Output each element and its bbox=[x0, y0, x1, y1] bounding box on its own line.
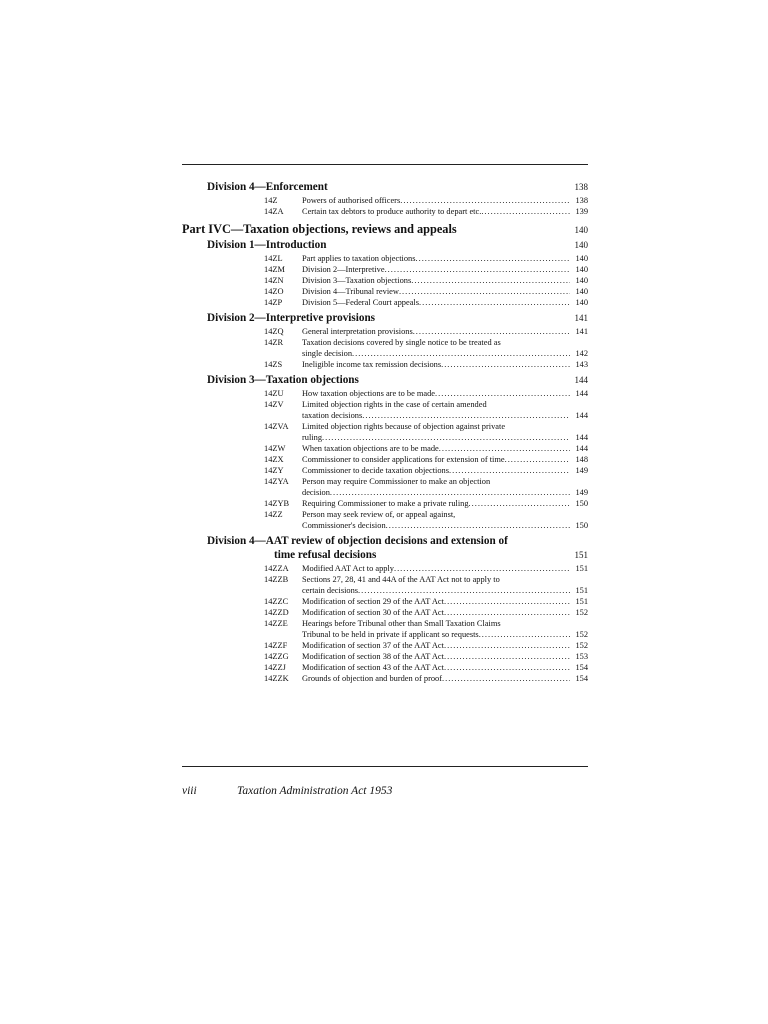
division-title-continued: time refusal decisions bbox=[274, 549, 377, 561]
toc-entry[interactable] bbox=[182, 618, 588, 640]
dot-leader bbox=[469, 498, 570, 509]
page-number: 138 bbox=[574, 182, 588, 192]
toc-entry[interactable] bbox=[182, 607, 588, 618]
division-title: Division 4—AAT review of objection decisions and extension of bbox=[207, 535, 508, 547]
toc-entry[interactable] bbox=[182, 596, 588, 607]
toc-entry[interactable] bbox=[182, 421, 588, 443]
section-number: 14ZZK bbox=[264, 674, 289, 683]
section-number: 14ZZA bbox=[264, 564, 289, 573]
section-number: 14ZM bbox=[264, 265, 285, 274]
page-number: 140 bbox=[574, 225, 588, 235]
section-title-line: Person may require Commissioner to make an objection bbox=[302, 477, 491, 486]
toc-entry[interactable] bbox=[182, 509, 588, 531]
section-title-line: certain decisions bbox=[302, 586, 359, 595]
section-number: 14ZZF bbox=[264, 641, 288, 650]
section-title-line: Division 5—Federal Court appeals bbox=[302, 298, 419, 307]
page-number: 140 bbox=[575, 276, 588, 285]
section-number: 14ZR bbox=[264, 338, 284, 347]
division-heading bbox=[207, 311, 588, 325]
dot-leader bbox=[419, 297, 570, 308]
page-number: 140 bbox=[575, 265, 588, 274]
dot-leader bbox=[394, 563, 570, 574]
page-number: 144 bbox=[575, 444, 588, 453]
section-number: 14ZS bbox=[264, 360, 283, 369]
dot-leader bbox=[449, 465, 570, 476]
toc-entry[interactable] bbox=[182, 264, 588, 275]
dot-leader bbox=[505, 454, 570, 465]
section-number: 14ZZG bbox=[264, 652, 289, 661]
dot-leader bbox=[322, 432, 570, 443]
toc-entry[interactable] bbox=[182, 275, 588, 286]
section-title-line: single decision bbox=[302, 349, 353, 358]
section-title-line: Commissioner to consider applications for extension of time bbox=[302, 455, 505, 464]
section-title-line: Limited objection rights because of objection against private bbox=[302, 422, 506, 431]
page-number: 150 bbox=[575, 499, 588, 508]
dot-leader bbox=[444, 596, 570, 607]
division-heading bbox=[207, 238, 588, 252]
page-number: 152 bbox=[575, 608, 588, 617]
section-title-line: Modified AAT Act to apply bbox=[302, 564, 394, 573]
dot-leader bbox=[386, 520, 570, 531]
page-number: 151 bbox=[575, 586, 588, 595]
page-number: 151 bbox=[575, 597, 588, 606]
section-title-line: Division 3—Taxation objections bbox=[302, 276, 412, 285]
page-number: 144 bbox=[574, 375, 588, 385]
toc-entry[interactable] bbox=[182, 651, 588, 662]
toc-entry[interactable] bbox=[182, 297, 588, 308]
dot-leader bbox=[400, 195, 570, 206]
section-title-line: How taxation objections are to be made bbox=[302, 389, 436, 398]
dot-leader bbox=[411, 275, 570, 286]
page-number: 149 bbox=[575, 466, 588, 475]
page-number: 152 bbox=[575, 641, 588, 650]
toc-entry[interactable] bbox=[182, 359, 588, 370]
toc-entry[interactable] bbox=[182, 454, 588, 465]
section-title-line: Modification of section 37 of the AAT Act bbox=[302, 641, 444, 650]
page-number: 152 bbox=[575, 630, 588, 639]
dot-leader bbox=[479, 629, 570, 640]
division-heading bbox=[207, 180, 588, 194]
section-number: 14ZVA bbox=[264, 422, 289, 431]
toc-entry[interactable] bbox=[182, 399, 588, 421]
page-number: 140 bbox=[575, 254, 588, 263]
section-number: 14Z bbox=[264, 196, 278, 205]
section-title-line: Commissioner's decision bbox=[302, 521, 386, 530]
toc-entry[interactable] bbox=[182, 443, 588, 454]
page-number: 153 bbox=[575, 652, 588, 661]
section-title-line: taxation decisions bbox=[302, 411, 363, 420]
dot-leader bbox=[442, 673, 570, 684]
dot-leader bbox=[413, 326, 570, 337]
toc-entry[interactable] bbox=[182, 253, 588, 264]
toc-entry[interactable] bbox=[182, 476, 588, 498]
page-number: 140 bbox=[574, 240, 588, 250]
section-number: 14ZY bbox=[264, 466, 284, 475]
section-number: 14ZYA bbox=[264, 477, 289, 486]
page-number: 151 bbox=[575, 564, 588, 573]
dot-leader bbox=[362, 410, 570, 421]
section-number: 14ZZD bbox=[264, 608, 289, 617]
division-title: Division 2—Interpretive provisions bbox=[207, 312, 376, 324]
page-number: 140 bbox=[575, 298, 588, 307]
dot-leader bbox=[481, 206, 570, 217]
section-title-line: Limited objection rights in the case of certain amended bbox=[302, 400, 487, 409]
page-number: 144 bbox=[575, 411, 588, 420]
section-number: 14ZA bbox=[264, 207, 284, 216]
section-title-line: Modification of section 38 of the AAT Act bbox=[302, 652, 444, 661]
dot-leader bbox=[358, 585, 570, 596]
page-number: 144 bbox=[575, 433, 588, 442]
section-title-line: Tribunal to be held in private if applicant so requests bbox=[302, 630, 479, 639]
toc-entry[interactable] bbox=[182, 206, 588, 217]
section-number: 14ZL bbox=[264, 254, 283, 263]
section-title-line: Person may seek review of, or appeal against, bbox=[302, 510, 456, 519]
toc-entry[interactable] bbox=[182, 498, 588, 509]
section-title-line: When taxation objections are to be made bbox=[302, 444, 439, 453]
toc-entry[interactable] bbox=[182, 465, 588, 476]
section-number: 14ZQ bbox=[264, 327, 284, 336]
section-number: 14ZZC bbox=[264, 597, 289, 606]
page-number: 151 bbox=[574, 550, 588, 560]
dot-leader bbox=[441, 359, 570, 370]
section-title-line: Ineligible income tax remission decisions bbox=[302, 360, 442, 369]
dot-leader bbox=[352, 348, 570, 359]
page-number: 154 bbox=[575, 663, 588, 672]
page-number: 150 bbox=[575, 521, 588, 530]
part-title: Part IVC—Taxation objections, reviews and appeals bbox=[182, 222, 457, 236]
section-number: 14ZZJ bbox=[264, 663, 286, 672]
section-title-line: decision bbox=[302, 488, 330, 497]
dot-leader bbox=[416, 253, 570, 264]
toc-entry[interactable] bbox=[182, 673, 588, 684]
page-number: 140 bbox=[575, 287, 588, 296]
page-number: 154 bbox=[575, 674, 588, 683]
dot-leader bbox=[439, 443, 570, 454]
dot-leader bbox=[444, 607, 570, 618]
section-title-line: Certain tax debtors to produce authority to depart etc. bbox=[302, 207, 482, 216]
toc-entry[interactable] bbox=[182, 326, 588, 337]
section-number: 14ZU bbox=[264, 389, 284, 398]
section-title-line: Division 4—Tribunal review bbox=[302, 287, 399, 296]
toc-entry[interactable] bbox=[182, 574, 588, 596]
toc-entry[interactable] bbox=[182, 286, 588, 297]
part-heading bbox=[182, 221, 588, 237]
footer-act-title: Taxation Administration Act 1953 bbox=[237, 785, 393, 797]
section-title-line: Hearings before Tribunal other than Small Taxation Claims bbox=[302, 619, 501, 628]
page-number: 148 bbox=[575, 455, 588, 464]
table-of-contents bbox=[182, 180, 588, 684]
section-title-line: Part applies to taxation objections bbox=[302, 254, 416, 263]
page-number: 142 bbox=[575, 349, 588, 358]
toc-entry[interactable] bbox=[182, 195, 588, 206]
footer-page-number: viii bbox=[182, 785, 197, 797]
dot-leader bbox=[399, 286, 570, 297]
page-number: 139 bbox=[575, 207, 588, 216]
section-title-line: Grounds of objection and burden of proof bbox=[302, 674, 443, 683]
section-number: 14ZW bbox=[264, 444, 286, 453]
page-number: 141 bbox=[575, 327, 588, 336]
section-title-line: ruling bbox=[302, 433, 323, 442]
section-number: 14ZN bbox=[264, 276, 284, 285]
dot-leader bbox=[444, 651, 570, 662]
section-title-line: General interpretation provisions bbox=[302, 327, 413, 336]
dot-leader bbox=[444, 640, 570, 651]
section-title-line: Modification of section 30 of the AAT Act bbox=[302, 608, 444, 617]
section-number: 14ZV bbox=[264, 400, 284, 409]
section-title-line: Requiring Commissioner to make a private ruling bbox=[302, 499, 469, 508]
dot-leader bbox=[385, 264, 570, 275]
section-title-line: Commissioner to decide taxation objections bbox=[302, 466, 450, 475]
division-title: Division 1—Introduction bbox=[207, 239, 327, 251]
toc-entry[interactable] bbox=[182, 662, 588, 673]
division-heading bbox=[207, 373, 588, 387]
dot-leader bbox=[330, 487, 570, 498]
dot-leader bbox=[435, 388, 570, 399]
dot-leader bbox=[444, 662, 570, 673]
page-number: 141 bbox=[574, 313, 588, 323]
section-number: 14ZO bbox=[264, 287, 284, 296]
page-number: 138 bbox=[575, 196, 588, 205]
page-number: 143 bbox=[575, 360, 588, 369]
toc-entry[interactable] bbox=[182, 640, 588, 651]
bottom-rule bbox=[182, 766, 588, 767]
section-title-line: Taxation decisions covered by single notice to be treated as bbox=[302, 338, 501, 347]
toc-entry[interactable] bbox=[182, 563, 588, 574]
division-heading bbox=[207, 534, 588, 562]
toc-entry[interactable] bbox=[182, 388, 588, 399]
section-number: 14ZZB bbox=[264, 575, 289, 584]
section-title-line: Powers of authorised officers bbox=[302, 196, 401, 205]
section-title-line: Division 2—Interpretive bbox=[302, 265, 385, 274]
division-title: Division 3—Taxation objections bbox=[207, 374, 359, 386]
section-title-line: Sections 27, 28, 41 and 44A of the AAT Act not to apply to bbox=[302, 575, 500, 584]
section-title-line: Modification of section 43 of the AAT Act bbox=[302, 663, 444, 672]
page-number: 149 bbox=[575, 488, 588, 497]
top-rule bbox=[182, 164, 588, 165]
section-title-line: Modification of section 29 of the AAT Act bbox=[302, 597, 444, 606]
toc-entry[interactable] bbox=[182, 337, 588, 359]
page-number: 144 bbox=[575, 389, 588, 398]
section-number: 14ZYB bbox=[264, 499, 290, 508]
division-title: Division 4—Enforcement bbox=[207, 181, 328, 193]
section-number: 14ZX bbox=[264, 455, 284, 464]
section-number: 14ZZ bbox=[264, 510, 283, 519]
section-number: 14ZP bbox=[264, 298, 283, 307]
section-number: 14ZZE bbox=[264, 619, 288, 628]
